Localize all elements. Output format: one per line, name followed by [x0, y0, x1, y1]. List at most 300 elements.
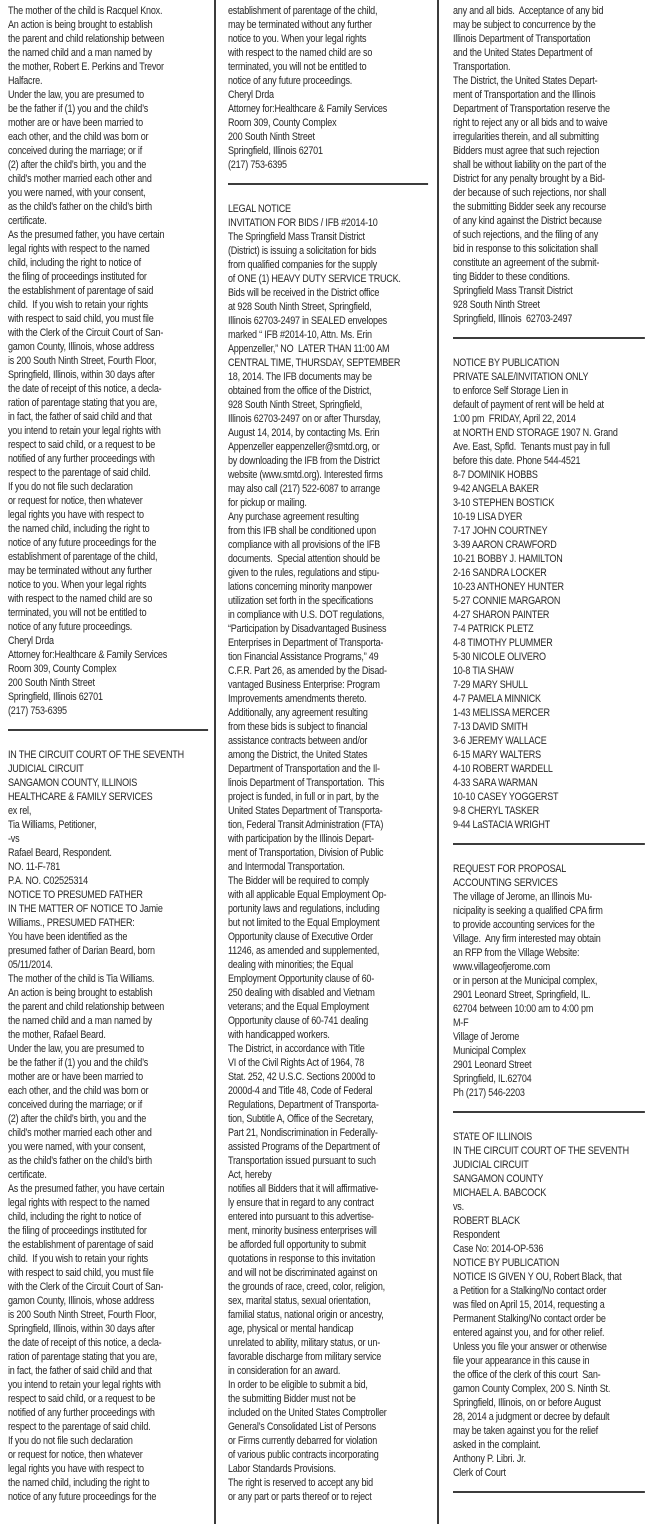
text-line: included on the United States Comptroller — [228, 1407, 387, 1419]
text-line: the date of receipt of this notice, a decla- — [8, 1337, 162, 1349]
text-line: Under the law, you are presumed to — [8, 89, 144, 101]
text-line: IN THE CIRCUIT COURT OF THE SEVENTH — [8, 749, 184, 761]
text-line: respect to said child, or a request to be — [8, 1393, 156, 1405]
text-line: 2901 Leonard Street — [453, 1059, 532, 1071]
text-line: among the District, the United States — [228, 749, 368, 761]
text-line: with respect to said child, you must file — [8, 313, 154, 325]
text-line: Permanent Stalking/No contact order be — [453, 1313, 606, 1325]
text-line: 9-44 LaSTACIA WRIGHT — [453, 819, 550, 831]
rfp-accounting-services — [453, 862, 645, 1100]
text-line: LEGAL NOTICE — [228, 203, 291, 215]
text-line: 4-10 ROBERT WARDELL — [453, 763, 553, 775]
notice-presumed-father-tia-williams — [8, 748, 208, 1504]
text-line: dealing with minorities; the Equal — [228, 959, 353, 971]
text-line: 05/11/2014. — [8, 959, 53, 971]
text-line: Case No: 2014-OP-536 — [453, 1243, 544, 1255]
text-line: Springfield, IL.62704 — [453, 1073, 532, 1085]
text-line: respect to said child, or a request to be — [8, 439, 156, 451]
text-line: from this IFB shall be conditioned upon — [228, 525, 376, 537]
text-line: any and all bids. Acceptance of any bid — [453, 5, 604, 17]
text-line: or in person at the Municipal complex, — [453, 975, 598, 987]
text-line: Opportunity clause of 60-741 dealing — [228, 1015, 369, 1027]
text-line: be the father if (1) you and the child’s — [8, 1057, 149, 1069]
text-line: Labor Standards Provisions. — [228, 1463, 336, 1475]
text-line: in fact, the father of said child and that — [8, 411, 152, 423]
text-line: If you do not file such declaration — [8, 481, 133, 493]
text-line: 10-21 BOBBY J. HAMILTON — [453, 553, 563, 565]
text-line: Room 309, County Complex — [8, 663, 117, 675]
text-line: familial status, national origin or ancestry, — [228, 1309, 384, 1321]
text-line: the mother, Robert E. Perkins and Trevor — [8, 61, 164, 73]
text-line: Unless you file your answer or otherwise — [453, 1341, 607, 1353]
text-line: sex, marital status, sexual orientation, — [228, 1295, 371, 1307]
text-line: Additionally, any agreement resulting — [228, 707, 368, 719]
text-line: the named child, including the right to — [8, 523, 150, 535]
text-line: NOTICE BY PUBLICATION — [453, 357, 560, 369]
text-line: 6-15 MARY WALTERS — [453, 749, 541, 761]
text-line: -vs — [8, 833, 20, 845]
notice-separator-rule — [228, 183, 428, 185]
text-line: The village of Jerome, an Illinois Mu- — [453, 891, 593, 903]
notice-separator-rule — [453, 337, 645, 339]
text-line: at 928 South Ninth Street, Springfield, — [228, 301, 372, 313]
text-line: 10-8 TIA SHAW — [453, 665, 514, 677]
text-line: but not limited to the Equal Employment — [228, 917, 380, 929]
column-2 — [228, 0, 428, 1504]
text-line: 62704 between 10:00 am to 4:00 pm — [453, 1003, 594, 1015]
text-line: Respondent — [453, 1229, 500, 1241]
text-line: the parent and child relationship between — [8, 33, 165, 45]
text-line: Act, hereby — [228, 1169, 272, 1181]
text-line: or any part or parts thereof or to reject — [228, 1491, 372, 1503]
text-line: age, physical or mental handicap — [228, 1323, 354, 1335]
text-line: Illinois 62703-2497 on or after Thursday, — [228, 413, 381, 425]
text-line: 2-16 SANDRA LOCKER — [453, 567, 547, 579]
text-line: portunity laws and regulations, including — [228, 903, 380, 915]
text-line: Opportunity clause of Executive Order — [228, 931, 373, 943]
text-line: each other, and the child was born or — [8, 1085, 149, 1097]
text-line: or request for notice, then whatever — [8, 495, 143, 507]
text-line: Enterprises in Department of Transporta- — [228, 637, 384, 649]
text-line: The District, in accordance with Title — [228, 1043, 365, 1055]
text-line: child’s mother married each other and — [8, 173, 152, 185]
text-line: (217) 753-6395 — [8, 705, 67, 717]
text-line: 200 South Ninth Street — [228, 131, 315, 143]
text-line: may be taken against you for the relief — [453, 1425, 598, 1437]
text-line: 1-43 MELISSA MERCER — [453, 707, 550, 719]
text-line: the submitting Bidder seek any recourse — [453, 201, 606, 213]
text-line: given to the rules, regulations and stipu- — [228, 567, 380, 579]
text-line: P.A. NO. C02525314 — [8, 875, 88, 887]
text-line: 3-6 JEREMY WALLACE — [453, 735, 547, 747]
text-line: vs. — [453, 1201, 464, 1213]
text-line: 8-7 DOMINIK HOBBS — [453, 469, 538, 481]
text-line: the submitting Bidder must not be — [228, 1393, 356, 1405]
notice-stalking-no-contact-order — [453, 1130, 645, 1480]
text-line: an RFP from the Village Website: — [453, 947, 580, 959]
text-line: child, including the right to notice of — [8, 257, 141, 269]
text-line: Rafael Beard, Respondent. — [8, 847, 112, 859]
text-line: notice to you. When your legal rights — [8, 579, 147, 591]
text-line: mother are or have been married to — [8, 1071, 143, 1083]
column-divider-2 — [437, 0, 439, 1524]
text-line: notice of any future proceedings. — [8, 621, 133, 633]
text-line: certificate. — [8, 215, 47, 227]
text-line: child. If you wish to retain your rights — [8, 1253, 148, 1265]
text-line: 7-4 PATRICK PLETZ — [453, 623, 534, 635]
text-line: JUDICIAL CIRCUIT — [8, 763, 84, 775]
text-line: Municipal Complex — [453, 1045, 526, 1057]
text-line: obtained from the office of the District, — [228, 385, 372, 397]
text-line: Attorney for:Healthcare & Family Services — [8, 649, 168, 661]
text-line: from qualified companies for the supply — [228, 259, 377, 271]
text-line: notice to you. When your legal rights — [228, 33, 367, 45]
text-line: notice of any future proceedings for the — [8, 1491, 157, 1503]
text-line: ex rel, — [8, 805, 32, 817]
column-3-content — [453, 0, 645, 1493]
text-line: legal rights you have with respect to — [8, 1463, 144, 1475]
text-line: legal rights you have with respect to — [8, 509, 144, 521]
text-line: ment of Transportation and the Illinois — [453, 89, 596, 101]
text-line: by downloading the IFB from the District — [228, 455, 380, 467]
text-line: notice of any future proceedings for the — [8, 537, 157, 549]
text-line: 3-39 AARON CRAWFORD — [453, 539, 557, 551]
text-line: tion, Federal Transit Administration (FTA) — [228, 819, 384, 831]
text-line: the office of the clerk of this court San- — [453, 1369, 601, 1381]
text-line: of various public contracts incorporating — [228, 1449, 379, 1461]
text-line: (2) after the child’s birth, you and the — [8, 159, 147, 171]
text-line: Improvements amendments thereto. — [228, 693, 367, 705]
text-line: 5-27 CONNIE MARGARON — [453, 595, 561, 607]
text-line: be the father if (1) you and the child’s — [8, 103, 149, 115]
text-line: Village of Jerome — [453, 1031, 520, 1043]
text-line: child. If you wish to retain your rights — [8, 299, 148, 311]
text-line: Clerk of Court — [453, 1467, 506, 1479]
text-line: the establishment of parentage of said — [8, 285, 154, 297]
text-line: you intend to retain your legal rights with — [8, 425, 161, 437]
text-line: VI of the Civil Rights Act of 1964, 78 — [228, 1057, 365, 1069]
text-line: you were named, with your consent, — [8, 1141, 146, 1153]
text-line: utilization set forth in the specifications — [228, 595, 374, 607]
text-line: Springfield, Illinois 62703-2497 — [453, 313, 573, 325]
text-line: with respect to the named child are so — [8, 593, 153, 605]
text-line: terminated, you will not be entitled to — [8, 607, 147, 619]
text-line: file your appearance in this cause in — [453, 1355, 590, 1367]
text-line: veterans; and the Equal Employment — [228, 1001, 369, 1013]
text-line: with the Clerk of the Circuit Court of San- — [8, 327, 164, 339]
text-line: HEALTHCARE & FAMILY SERVICES — [8, 791, 153, 803]
text-line: Attorney for:Healthcare & Family Services — [228, 103, 388, 115]
text-line: for pickup or mailing. — [228, 497, 307, 509]
text-line: M-F — [453, 1017, 469, 1029]
text-line: gamon County, Illinois, whose address — [8, 1295, 155, 1307]
text-line: may be terminated without any further — [8, 565, 152, 577]
text-line: lations concerning minority manpower — [228, 581, 373, 593]
text-line: was filed on April 15, 2014, requesting a — [453, 1299, 605, 1311]
text-line: as the child’s father on the child’s birth — [8, 1155, 152, 1167]
text-line: The right is reserved to accept any bid — [228, 1477, 373, 1489]
text-line: SANGAMON COUNTY — [453, 1173, 544, 1185]
text-line: right to reject any or all bids and to waive — [453, 117, 608, 129]
text-line: JUDICIAL CIRCUIT — [453, 1159, 529, 1171]
text-line: Village. Any firm interested may obtain — [453, 933, 601, 945]
text-line: legal rights with respect to the named — [8, 1197, 150, 1209]
text-line: and will not be discriminated against on — [228, 1267, 378, 1279]
text-line: Springfield, Illinois, within 30 days after — [8, 369, 155, 381]
text-line: with participation by the Illinois Depart- — [228, 833, 374, 845]
text-line: nicipality is seeking a qualified CPA firm — [453, 905, 603, 917]
text-line: the mother, Rafael Beard. — [8, 1029, 106, 1041]
text-line: ment, minority business enterprises will — [228, 1225, 377, 1237]
text-line: of any kind against the District because — [453, 215, 602, 227]
text-line: marked “ IFB #2014-10, Attn. Ms. Erin — [228, 329, 372, 341]
text-line: gamon County, Illinois, whose address — [8, 341, 155, 353]
notice-separator-rule — [8, 729, 208, 731]
text-line: Transportation issued pursuant to such — [228, 1155, 376, 1167]
text-line: 10-23 ANTHONEY HUNTER — [453, 581, 564, 593]
text-line: The Springfield Mass Transit District — [228, 231, 365, 243]
text-line: INVITATION FOR BIDS / IFB #2014-10 — [228, 217, 378, 229]
text-line: mother are or have been married to — [8, 117, 143, 129]
text-line: entered against you, and for other relief. — [453, 1327, 605, 1339]
text-line: linois Department of Transportation. This — [228, 777, 385, 789]
text-line: asked in the complaint. — [453, 1439, 541, 1451]
text-line: Appenzeller,” NO LATER THAN 11:00 AM — [228, 343, 390, 355]
text-line: Springfield, Illinois 62701 — [8, 691, 103, 703]
text-line: irregularities therein, and all submitting — [453, 131, 599, 143]
text-line: assistance contracts between and/or — [228, 735, 368, 747]
column-1-content — [8, 0, 208, 1504]
text-line: the named child and a man named by — [8, 1015, 152, 1027]
text-line: presumed father of Darian Beard, born — [8, 945, 155, 957]
text-line: 928 South Ninth Street, Springfield, — [228, 399, 363, 411]
text-line: CENTRAL TIME, THURSDAY, SEPTEMBER — [228, 357, 401, 369]
text-line: respect to the parentage of said child. — [8, 467, 151, 479]
text-line: notified of any further proceedings with — [8, 453, 155, 465]
text-line: NOTICE TO PRESUMED FATHER — [8, 889, 143, 901]
text-line: respect to the parentage of said child. — [8, 1421, 151, 1433]
text-line: in consideration for an award. — [228, 1365, 341, 1377]
text-line: at NORTH END STORAGE 1907 N. Grand — [453, 427, 618, 439]
text-line: with respect to said child, you must file — [8, 1267, 154, 1279]
text-line: Springfield, Illinois, within 30 days after — [8, 1323, 155, 1335]
text-line: with the Clerk of the Circuit Court of San- — [8, 1281, 164, 1293]
text-line: default of payment of rent will be held at — [453, 399, 604, 411]
text-line: Any purchase agreement resulting — [228, 511, 359, 523]
text-line: Springfield Mass Transit District — [453, 285, 573, 297]
ifb-2014-10-continuation — [453, 4, 645, 326]
text-line: 18, 2014. The IFB documents may be — [228, 371, 372, 383]
text-line: may also call (217) 522-6087 to arrange — [228, 483, 380, 495]
text-line: 9-8 CHERYL TASKER — [453, 805, 539, 817]
text-line: Illinois Department of Transportation — [453, 33, 591, 45]
notice-storage-lien-sale — [453, 356, 645, 832]
text-line: child’s mother married each other and — [8, 1127, 152, 1139]
text-line: bid in response to this solicitation shall — [453, 243, 598, 255]
text-line: with handicapped workers. — [228, 1029, 330, 1041]
notice-tia-williams-continuation — [228, 4, 428, 172]
text-line: shall be without liability on the part of the — [453, 159, 607, 171]
text-line: IN THE MATTER OF NOTICE TO Jamie — [8, 903, 163, 915]
text-line: Employment Opportunity clause of 60- — [228, 973, 375, 985]
text-line: certificate. — [8, 1169, 47, 1181]
text-line: favorable discharge from military service — [228, 1351, 382, 1363]
legal-notice-ifb-2014-10 — [228, 202, 428, 1504]
text-line: the filing of proceedings instituted for — [8, 1225, 147, 1237]
text-line: quotations in response to this invitation — [228, 1253, 376, 1265]
column-divider-1 — [214, 0, 216, 1524]
text-line: unrelated to ability, military status, or un- — [228, 1337, 381, 1349]
text-line: gamon County Complex, 200 S. Ninth St. — [453, 1383, 611, 1395]
text-line: establishment of parentage of the child, — [228, 5, 378, 17]
text-line: United States Department of Transporta- — [228, 805, 383, 817]
text-line: Illinois 62703-2497 in SEALED envelopes — [228, 315, 387, 327]
text-line: 4-33 SARA WARMAN — [453, 777, 538, 789]
text-line: NOTICE BY PUBLICATION — [453, 1257, 560, 1269]
text-line: in compliance with U.S. DOT regulations, — [228, 609, 385, 621]
text-line: ration of parentage stating that you are, — [8, 397, 158, 409]
text-line: Stat. 252, 42 U.S.C. Sections 2000d to — [228, 1071, 376, 1083]
text-line: each other, and the child was born or — [8, 131, 149, 143]
text-line: compliance with all provisions of the IFB — [228, 539, 381, 551]
text-line: 200 South Ninth Street — [8, 677, 95, 689]
text-line: 28, 2014 a judgment or decree by default — [453, 1411, 610, 1423]
text-line: project is funded, in full or in part, by the — [228, 791, 379, 803]
text-line: legal rights with respect to the named — [8, 243, 150, 255]
text-line: “Participation by Disadvantaged Business — [228, 623, 387, 635]
column-3 — [453, 0, 645, 1510]
text-line: in fact, the father of said child and that — [8, 1365, 152, 1377]
text-line: Tia Williams, Petitioner, — [8, 819, 97, 831]
text-line: Ave. East, Spfld. Tenants must pay in full — [453, 441, 610, 453]
text-line: or request for notice, then whatever — [8, 1449, 143, 1461]
text-line: vantaged Business Enterprise: Program — [228, 679, 380, 691]
text-line: terminated, you will not be entitled to — [228, 61, 367, 73]
text-line: 928 South Ninth Street — [453, 299, 540, 311]
text-line: may be subject to concurrence by the — [453, 19, 596, 31]
text-line: notice of any future proceedings. — [228, 75, 353, 87]
text-line: or Firms currently debarred for violation — [228, 1435, 378, 1447]
text-line: conceived during the marriage; or if — [8, 1099, 143, 1111]
text-line: The Bidder will be required to comply — [228, 875, 369, 887]
text-line: from these bids is subject to financial — [228, 721, 368, 733]
text-line: 2000d-4 and Title 48, Code of Federal — [228, 1085, 373, 1097]
text-line: (District) is issuing a solicitation for bids — [228, 245, 377, 257]
text-line: NO. 11-F-781 — [8, 861, 61, 873]
text-line: website (www.smtd.org). Interested firms — [228, 469, 383, 481]
text-line: If you do not file such declaration — [8, 1435, 133, 1447]
text-line: notified of any further proceedings with — [8, 1407, 155, 1419]
text-line: Bids will be received in the District office — [228, 287, 380, 299]
text-line: is 200 South Ninth Street, Fourth Floor, — [8, 1309, 157, 1321]
text-line: (217) 753-6395 — [228, 159, 287, 171]
text-line: District for any penalty brought by a Bid- — [453, 173, 605, 185]
text-line: may be terminated without any further — [228, 19, 372, 31]
text-line: you intend to retain your legal rights with — [8, 1379, 161, 1391]
text-line: the date of receipt of this notice, a decla- — [8, 383, 162, 395]
text-line: Williams., PRESUMED FATHER: — [8, 917, 135, 929]
notice-separator-rule — [453, 1491, 645, 1493]
text-line: Cheryl Drda — [8, 635, 54, 647]
text-line: the named child and a man named by — [8, 47, 152, 59]
text-line: An action is being brought to establish — [8, 19, 153, 31]
text-line: and the United States Department of — [453, 47, 593, 59]
text-line: conceived during the marriage; or if — [8, 145, 143, 157]
text-line: General’s Consolidated List of Persons — [228, 1421, 376, 1433]
text-line: to enforce Self Storage Lien in — [453, 385, 568, 397]
text-line: Department of Transportation reserve the — [453, 103, 610, 115]
text-line: 5-30 NICOLE OLIVERO — [453, 651, 546, 663]
text-line: 2901 Leonard Street, Springfield, IL. — [453, 989, 591, 1001]
column-1 — [8, 0, 208, 1504]
text-line: C.F.R. Part 26, as amended by the Disad- — [228, 665, 387, 677]
text-line: MICHAEL A. BABCOCK — [453, 1187, 547, 1199]
text-line: Room 309, County Complex — [228, 117, 337, 129]
text-line: 250 dealing with disabled and Vietnam — [228, 987, 375, 999]
text-line: you were named, with your consent, — [8, 187, 146, 199]
text-line: with respect to the named child are so — [228, 47, 373, 59]
text-line: www.villageofjerome.com — [453, 961, 551, 973]
text-line: ting Bidder to these conditions. — [453, 271, 570, 283]
text-line: ly ensure that in regard to any contract — [228, 1197, 374, 1209]
text-line: As the presumed father, you have certain — [8, 1183, 165, 1195]
text-line: tion, Subtitle A, Office of the Secretary, — [228, 1113, 374, 1125]
text-line: 4-8 TIMOTHY PLUMMER — [453, 637, 553, 649]
text-line: ROBERT BLACK — [453, 1215, 520, 1227]
notice-separator-rule — [453, 843, 645, 845]
text-line: Under the law, you are presumed to — [8, 1043, 144, 1055]
text-line: Anthony P. Libri. Jr. — [453, 1453, 526, 1465]
text-line: 11246, as amended and supplemented, — [228, 945, 380, 957]
text-line: SANGAMON COUNTY, ILLINOIS — [8, 777, 138, 789]
text-line: 10-19 LISA DYER — [453, 511, 523, 523]
text-line: Appenzeller eappenzeller@smtd.org, or — [228, 441, 380, 453]
text-line: 1:00 pm FRIDAY, April 22, 2014 — [453, 413, 576, 425]
text-line: 7-13 DAVID SMITH — [453, 721, 528, 733]
text-line: STATE OF ILLINOIS — [453, 1131, 532, 1143]
text-line: PRIVATE SALE/INVITATION ONLY — [453, 371, 589, 383]
text-line: Part 21, Nondiscrimination in Federally- — [228, 1127, 378, 1139]
text-line: Cheryl Drda — [228, 89, 274, 101]
text-line: ment of Transportation, Division of Public — [228, 847, 384, 859]
text-line: (2) after the child’s birth, you and the — [8, 1113, 147, 1125]
text-line: documents. Special attention should be — [228, 553, 380, 565]
text-line: Springfield, Illinois 62701 — [228, 145, 323, 157]
text-line: 7-29 MARY SHULL — [453, 679, 528, 691]
text-line: a Petition for a Stalking/No contact order — [453, 1285, 607, 1297]
text-line: entered into pursuant to this advertise- — [228, 1211, 374, 1223]
text-line: be afforded full opportunity to submit — [228, 1239, 366, 1251]
text-line: REQUEST FOR PROPOSAL — [453, 863, 567, 875]
text-line: An action is being brought to establish — [8, 987, 153, 999]
text-line: Halfacre. — [8, 75, 43, 87]
text-line: As the presumed father, you have certain — [8, 229, 165, 241]
text-line: Transportation. — [453, 61, 511, 73]
text-line: before this date. Phone 544-4521 — [453, 455, 581, 467]
text-line: Department of Transportation and the Il- — [228, 763, 380, 775]
text-line: Bidders must agree that such rejection — [453, 145, 600, 157]
text-line: the named child, including the right to — [8, 1477, 150, 1489]
text-line: establishment of parentage of the child, — [8, 551, 158, 563]
text-line: The mother of the child is Racquel Knox. — [8, 5, 163, 17]
text-line: the parent and child relationship between — [8, 1001, 165, 1013]
text-line: 9-42 ANGELA BAKER — [453, 483, 539, 495]
text-line: 10-10 CASEY YOGGERST — [453, 791, 559, 803]
text-line: 7-17 JOHN COURTNEY — [453, 525, 548, 537]
text-line: 4-7 PAMELA MINNICK — [453, 693, 541, 705]
text-line: August 14, 2014, by contacting Ms. Erin — [228, 427, 380, 439]
text-line: In order to be eligible to submit a bid, — [228, 1379, 368, 1391]
